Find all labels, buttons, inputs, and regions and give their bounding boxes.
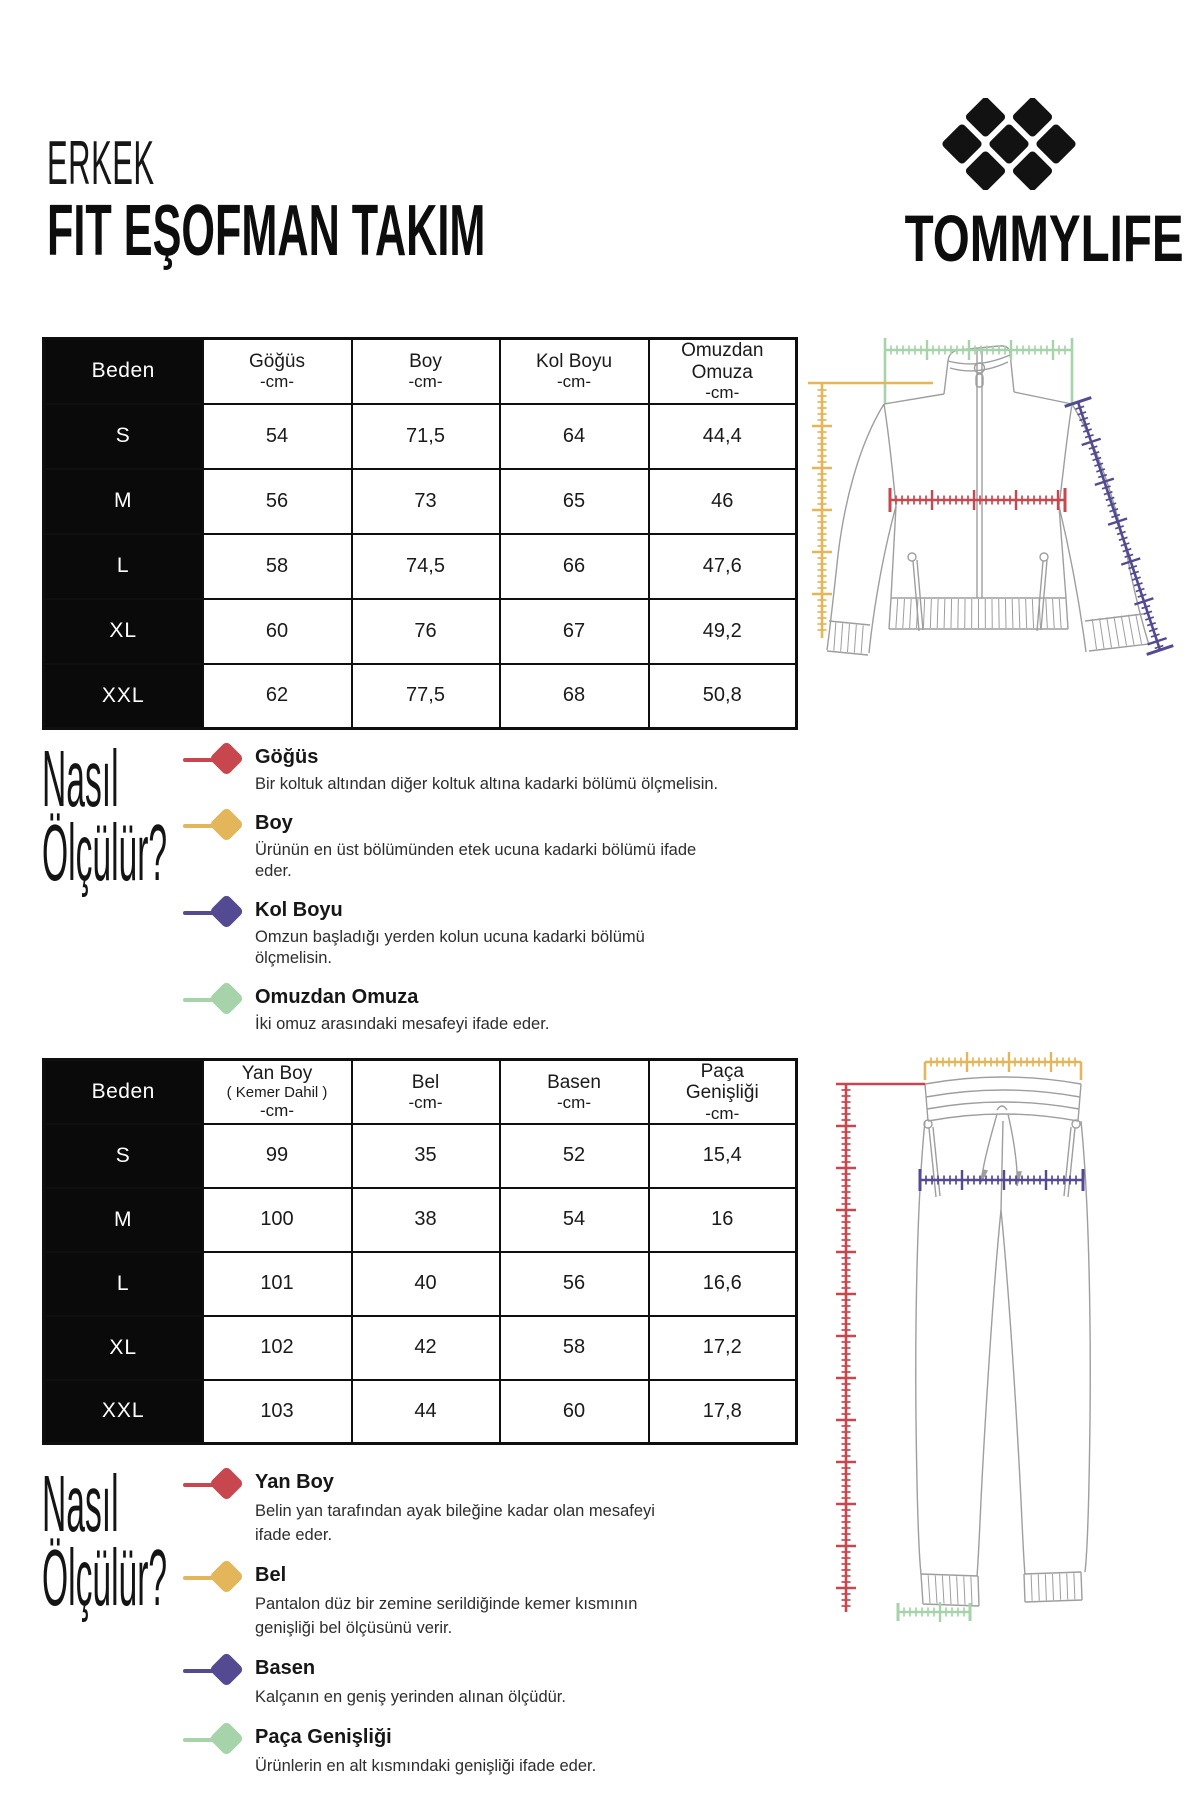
measurement-value: 47,6 <box>649 534 797 599</box>
measurement-value: 102 <box>203 1316 352 1380</box>
diamond-marker-icon <box>183 1564 255 1591</box>
pants-drawstring-left <box>983 1114 997 1170</box>
column-header: Bel -cm- <box>352 1060 500 1124</box>
size-row-XXL <box>44 1380 797 1444</box>
heading-line: Nasıl <box>42 1459 119 1548</box>
pants-waist-bottom <box>928 1114 1078 1121</box>
jacket-right-pocket-pull <box>1040 553 1048 561</box>
column-header: Göğüs -cm- <box>203 339 352 404</box>
size-cell: S <box>44 404 203 469</box>
measurement-value: 100 <box>203 1188 352 1252</box>
measure-item-label: Basen <box>255 1657 316 1679</box>
diamond-marker-icon <box>183 1657 255 1684</box>
measurement-value: 35 <box>352 1124 500 1188</box>
measurement-value: 65 <box>500 469 649 534</box>
measurement-value: 44,4 <box>649 404 797 469</box>
measure-item-description: Omzun başladığı yerden kolun ucuna kadarki bölümü ölçmelisin. <box>255 928 645 967</box>
measure-item-text <box>255 746 718 795</box>
heading-line: Ölçülür? <box>42 1533 168 1622</box>
jacket-measure-section <box>42 734 772 1078</box>
size-column-header: Beden <box>44 1060 203 1124</box>
size-cell: XL <box>44 1316 203 1380</box>
column-header: Paça Genişliği -cm- <box>649 1060 797 1124</box>
measure-item-description: Pantalon düz bir zemine serildiğinde kemer kısmının genişliği bel ölçüsünü verir. <box>255 1595 638 1637</box>
jacket-zipper-pull <box>975 363 985 373</box>
measurement-value: 58 <box>500 1316 649 1380</box>
measure-item-text <box>255 812 725 882</box>
jacket-left-cuff-ribs <box>834 623 863 654</box>
measurement-value: 56 <box>203 469 352 534</box>
measurement-value: 101 <box>203 1252 352 1316</box>
measurement-value: 16,6 <box>649 1252 797 1316</box>
diamond-marker-icon <box>183 812 255 839</box>
measurement-value: 50,8 <box>649 664 797 729</box>
page-subtitle: ERKEK <box>47 129 155 198</box>
yan-boy-ruler <box>836 1084 925 1612</box>
measurement-value: 54 <box>203 404 352 469</box>
measurement-value: 15,4 <box>649 1124 797 1188</box>
size-cell: XXL <box>44 1380 203 1444</box>
measurement-value: 49,2 <box>649 599 797 664</box>
measurement-value: 64 <box>500 404 649 469</box>
measurement-value: 54 <box>500 1188 649 1252</box>
measurement-value: 67 <box>500 599 649 664</box>
measurement-value: 56 <box>500 1252 649 1316</box>
pants-right-inner-seam <box>1001 1210 1025 1574</box>
measure-item-label: Omuzdan Omuza <box>255 986 419 1008</box>
column-header: Yan Boy ( Kemer Dahil ) -cm- <box>203 1060 352 1124</box>
pants-left-cuff-ribs <box>928 1575 972 1605</box>
table-header-row <box>44 339 797 404</box>
pants-center-seam <box>1001 1121 1003 1210</box>
measurement-value: 46 <box>649 469 797 534</box>
pants-left-pocket <box>929 1127 940 1197</box>
jacket-left-pocket <box>913 560 923 631</box>
measure-item-text <box>255 986 549 1035</box>
jacket-right-sleeve-inner <box>1059 506 1086 652</box>
pants-right-cuff-ribs <box>1031 1573 1075 1601</box>
measure-item-label: Yan Boy <box>255 1471 334 1493</box>
measurement-value: 17,2 <box>649 1316 797 1380</box>
size-row-XL <box>44 599 797 664</box>
brand-logo <box>864 98 1184 276</box>
size-cell: L <box>44 534 203 599</box>
measure-item-description: Ürünün en üst bölümünden etek ucuna kadarki bölümü ifade eder. <box>255 841 697 880</box>
pants-diagram <box>800 1040 1140 1640</box>
boy-ruler <box>808 383 933 638</box>
jacket-side-seams <box>891 506 1066 598</box>
measurement-value: 52 <box>500 1124 649 1188</box>
measure-item-label: Paça Genişliği <box>255 1726 392 1748</box>
measure-item-description: Belin yan tarafından ayak bileğine kadar olan mesafeyi ifade eder. <box>255 1502 655 1544</box>
size-row-XXL <box>44 664 797 729</box>
size-row-M <box>44 1188 797 1252</box>
jacket-size-table <box>42 337 798 730</box>
measurement-value: 58 <box>203 534 352 599</box>
measurement-value: 66 <box>500 534 649 599</box>
measure-item <box>183 1657 763 1709</box>
measurement-value: 77,5 <box>352 664 500 729</box>
measure-item-text <box>255 899 725 969</box>
measurement-value: 44 <box>352 1380 500 1444</box>
brand-name: TOMMYLIFE <box>904 201 1184 275</box>
jacket-right-pocket <box>1037 560 1047 631</box>
measure-legend <box>183 746 763 1052</box>
jacket-left-sleeve <box>827 404 884 650</box>
measurement-value: 40 <box>352 1252 500 1316</box>
measure-item-description: Kalçanın en geniş yerinden alınan ölçüdür. <box>255 1688 566 1706</box>
jacket-left-pocket-pull <box>908 553 916 561</box>
pants-waist-top <box>925 1077 1081 1084</box>
measure-item <box>183 1564 763 1640</box>
measure-item-description: İki omuz arasındaki mesafeyi ifade eder. <box>255 1015 550 1033</box>
size-cell: M <box>44 469 203 534</box>
size-column-header: Beden <box>44 339 203 404</box>
measurement-value: 17,8 <box>649 1380 797 1444</box>
measurement-value: 68 <box>500 664 649 729</box>
pants-left-inner-seam <box>977 1210 1001 1576</box>
diamond-marker-icon <box>183 986 255 1013</box>
size-cell: M <box>44 1188 203 1252</box>
column-header: Basen -cm- <box>500 1060 649 1124</box>
size-row-S <box>44 1124 797 1188</box>
jacket-shoulders <box>884 392 1072 404</box>
column-header: Omuzdan Omuza -cm- <box>649 339 797 404</box>
measure-item <box>183 1471 763 1547</box>
measure-item-label: Boy <box>255 812 293 834</box>
column-header: Boy -cm- <box>352 339 500 404</box>
jacket-armholes <box>884 404 1072 506</box>
measurement-value: 71,5 <box>352 404 500 469</box>
measurement-value: 74,5 <box>352 534 500 599</box>
diamond-marker-icon <box>183 1726 255 1753</box>
measure-item-label: Göğüs <box>255 746 319 768</box>
measurement-value: 73 <box>352 469 500 534</box>
pants-drawstring-right <box>1008 1114 1017 1172</box>
diamond-marker-icon <box>183 746 255 773</box>
size-cell: L <box>44 1252 203 1316</box>
heading-line: Ölçülür? <box>42 808 168 897</box>
measurement-value: 60 <box>203 599 352 664</box>
measure-item <box>183 986 763 1035</box>
measure-item-text <box>255 1564 695 1640</box>
measurement-value: 42 <box>352 1316 500 1380</box>
measure-item-label: Kol Boyu <box>255 899 343 921</box>
size-cell: XXL <box>44 664 203 729</box>
diamond-marker-icon <box>183 1471 255 1498</box>
page-title: FIT EŞOFMAN TAKIM <box>47 191 486 271</box>
measure-item-label: Bel <box>255 1564 287 1586</box>
measurement-value: 103 <box>203 1380 352 1444</box>
size-cell: XL <box>44 599 203 664</box>
measure-item <box>183 899 763 969</box>
measure-item-text <box>255 1471 695 1547</box>
measure-item <box>183 746 763 795</box>
measure-legend <box>183 1471 763 1795</box>
measurement-value: 76 <box>352 599 500 664</box>
measurement-value: 38 <box>352 1188 500 1252</box>
measure-item-text <box>255 1726 596 1778</box>
size-row-L <box>44 534 797 599</box>
heading-line: Nasıl <box>42 734 119 823</box>
pants-right-pocket <box>1064 1127 1075 1197</box>
measurement-value: 62 <box>203 664 352 729</box>
pants-drawstring-knot <box>997 1106 1007 1110</box>
size-cell: S <box>44 1124 203 1188</box>
jacket-right-cuff-ribs <box>1092 614 1141 649</box>
measure-item-text <box>255 1657 566 1709</box>
bel-ruler <box>925 1052 1081 1080</box>
size-row-M <box>44 469 797 534</box>
size-row-S <box>44 404 797 469</box>
size-row-L <box>44 1252 797 1316</box>
pants-measure-section <box>42 1459 772 1800</box>
size-row-XL <box>44 1316 797 1380</box>
measure-item-description: Ürünlerin en alt kısmındaki genişliği ifade eder. <box>255 1757 597 1775</box>
measure-item <box>183 812 763 882</box>
measure-item-description: Bir koltuk altından diğer koltuk altına kadarki bölümü ölçmelisin. <box>255 775 719 793</box>
jacket-diagram <box>800 290 1200 680</box>
diamond-grid-icon <box>934 98 1084 190</box>
column-header: Kol Boyu -cm- <box>500 339 649 404</box>
measurement-value: 99 <box>203 1124 352 1188</box>
pants-outline <box>916 1077 1090 1606</box>
diamond-marker-icon <box>183 899 255 926</box>
measure-item <box>183 1726 763 1778</box>
measurement-value: 60 <box>500 1380 649 1444</box>
pants-size-table <box>42 1058 798 1445</box>
measurement-value: 16 <box>649 1188 797 1252</box>
